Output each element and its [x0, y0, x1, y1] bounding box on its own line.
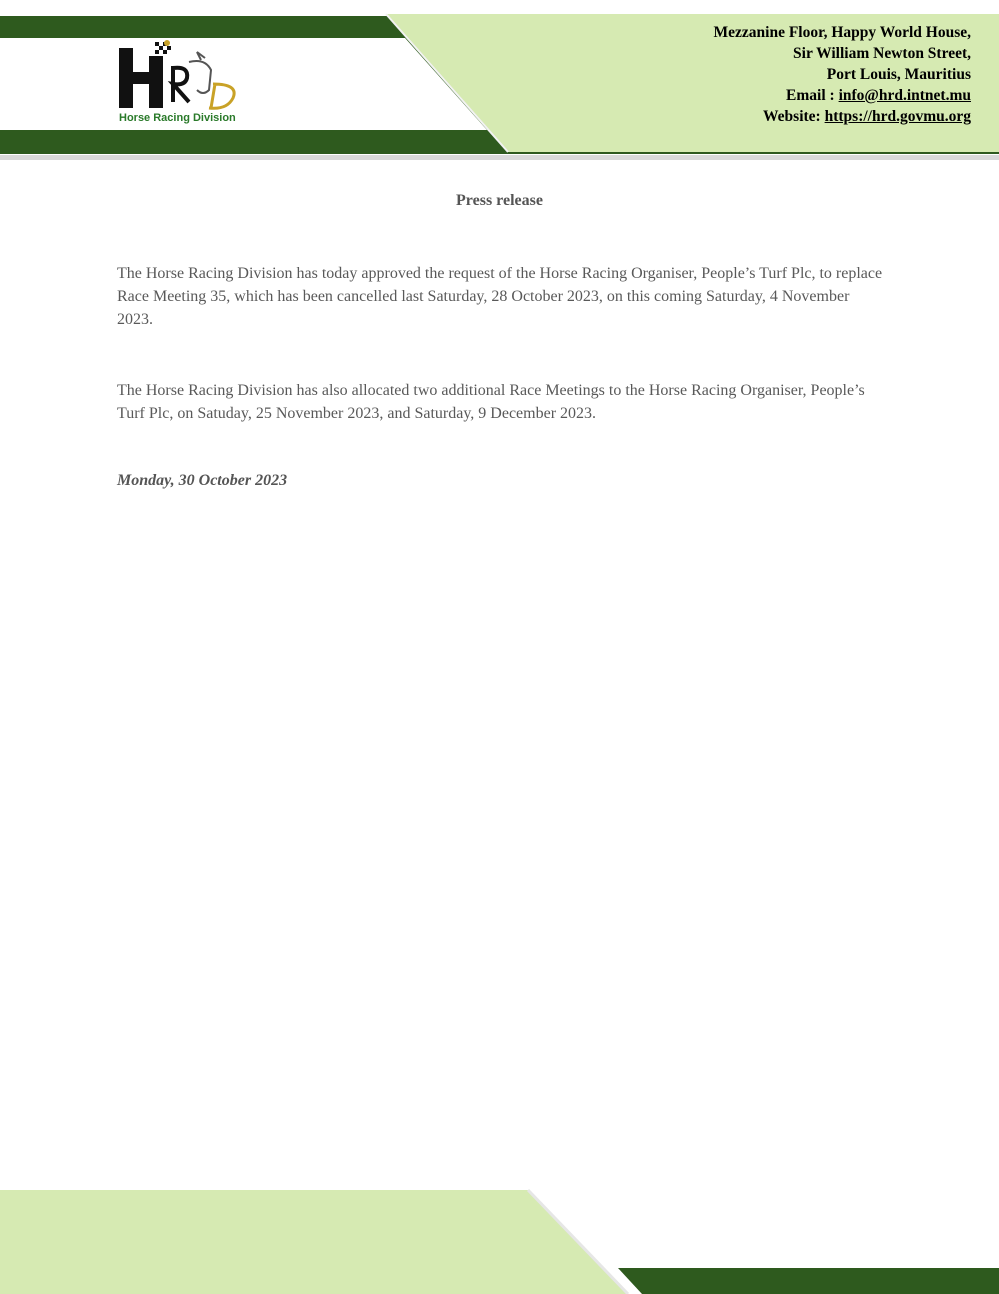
website-row	[551, 106, 971, 127]
hrd-logo	[117, 40, 241, 128]
header-shadow	[0, 155, 999, 160]
logo-caption: Horse Racing Division	[119, 112, 236, 124]
address-line-1: Mezzanine Floor, Happy World House,	[713, 24, 971, 41]
header-white-panel	[0, 38, 487, 130]
email-link[interactable]: info@hrd.intnet.mu	[838, 87, 971, 104]
footer-dark-band	[618, 1268, 999, 1294]
email-row	[551, 85, 971, 106]
address-line-2: Sir William Newton Street,	[793, 45, 971, 62]
footer-light-panel	[0, 1190, 628, 1294]
address-line-3: Port Louis, Mauritius	[826, 66, 971, 83]
website-link[interactable]: https://hrd.govmu.org	[824, 108, 971, 125]
website-label: Website:	[763, 108, 825, 125]
document-date: Monday, 30 October 2023	[117, 472, 288, 489]
document-title: Press release	[456, 192, 543, 209]
paragraph-2: The Horse Racing Division has also allocated two additional Race Meetings to the Horse Racing Organiser, People’s Turf Plc, on Satuday, 25 November 2023, and Saturday, 9 December 2023.	[117, 382, 865, 422]
email-label: Email :	[786, 87, 839, 104]
paragraph-1: The Horse Racing Division has today approved the request of the Horse Racing Organiser, People’s Turf Plc, to replace Race Meeting 35, which has been cancelled last Saturday, 28 October 2023, on this coming Saturday, 4 November 2023.	[117, 265, 883, 328]
address-block	[551, 22, 971, 127]
